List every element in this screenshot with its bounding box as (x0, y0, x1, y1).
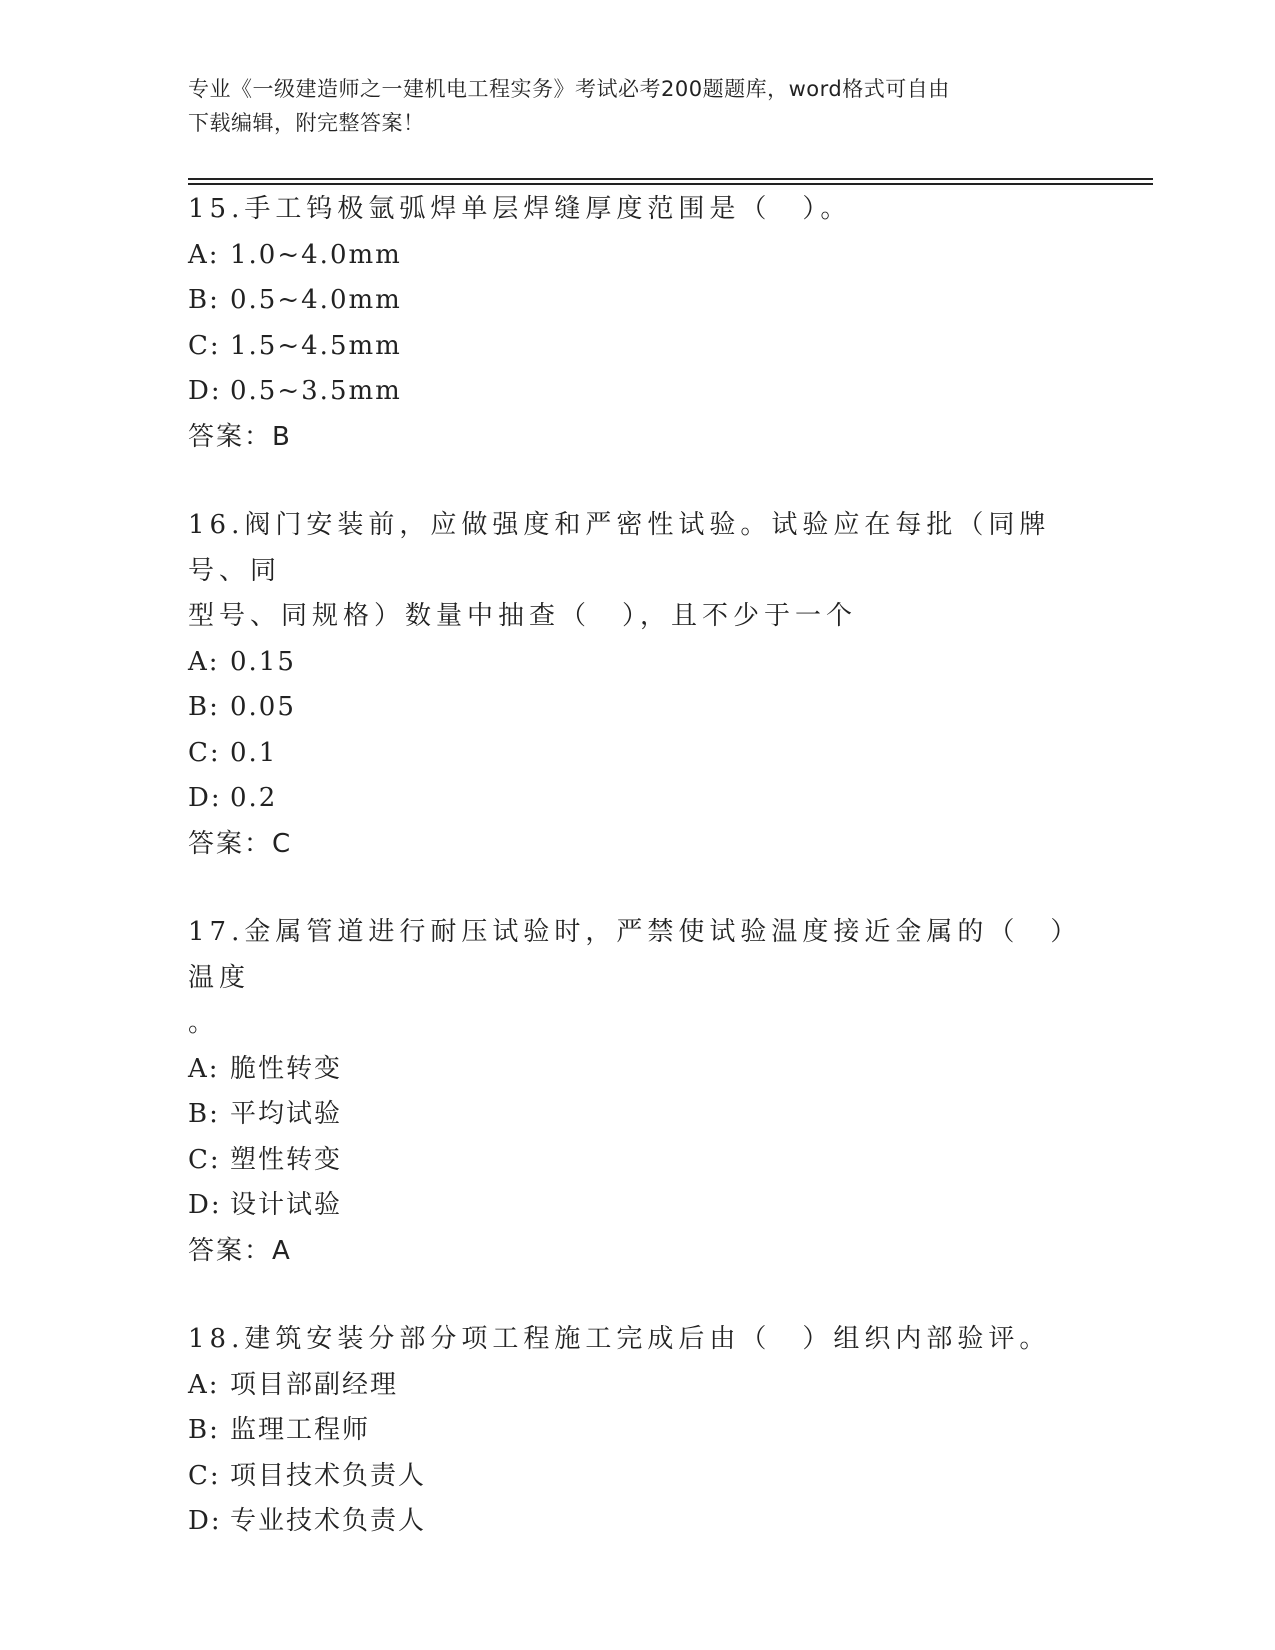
option-label: D: (188, 1506, 222, 1536)
option-a (188, 1363, 1088, 1409)
option-label: A: (188, 1369, 220, 1400)
option-text: 平均试验 (230, 1099, 343, 1129)
option-label: A: (188, 239, 220, 270)
option-text: 1.0~4.0mm (230, 239, 402, 270)
option-a (188, 233, 1088, 279)
option-d (188, 1499, 1088, 1545)
option-text: 项目部副经理 (230, 1369, 399, 1400)
option-label: D: (188, 783, 222, 813)
question-16 (188, 503, 1088, 867)
option-label: C: (188, 1144, 221, 1175)
question-text: 15.手工钨极氩弧焊单层焊缝厚度范围是（ ）。 (188, 194, 852, 224)
option-text: 0.15 (230, 646, 296, 677)
question-text-line-1: 16.阀门安装前，应做强度和严密性试验。试验应在每批（同牌号、同 (188, 510, 1051, 586)
option-c (188, 1138, 1088, 1184)
header-divider-bottom (188, 183, 1153, 185)
option-b (188, 1092, 1088, 1138)
option-label: D: (188, 376, 222, 406)
question-list (188, 187, 1088, 1588)
answer-text: 答案：C (188, 828, 293, 859)
answer-text: 答案：A (188, 1235, 292, 1266)
option-b (188, 1408, 1088, 1454)
option-label: A: (188, 1053, 220, 1084)
question-17 (188, 910, 1088, 1274)
option-text: 1.5~4.5mm (230, 330, 402, 361)
option-c (188, 1454, 1088, 1500)
option-b (188, 278, 1088, 324)
question-text: 18.建筑安装分部分项工程施工完成后由（ ）组织内部验评。 (188, 1324, 1051, 1354)
option-c (188, 731, 1088, 777)
header-line-2: 下载编辑，附完整答案！ (188, 111, 425, 135)
option-d (188, 776, 1088, 822)
option-text: 专业技术负责人 (230, 1506, 427, 1536)
option-d (188, 1183, 1088, 1229)
question-text-line-2: 型号、同规格）数量中抽查（ ），且不少于一个 (188, 601, 858, 631)
answer-text: 答案：B (188, 421, 292, 452)
option-label: B: (188, 1415, 220, 1445)
option-text: 0.5~4.0mm (230, 285, 402, 315)
option-label: C: (188, 1460, 221, 1491)
option-label: D: (188, 1190, 222, 1220)
option-text: 塑性转变 (230, 1144, 343, 1175)
question-18 (188, 1317, 1088, 1545)
option-text: 0.1 (230, 737, 278, 768)
option-text: 项目技术负责人 (230, 1460, 427, 1491)
option-text: 监理工程师 (230, 1415, 371, 1445)
question-15 (188, 187, 1088, 460)
option-b (188, 685, 1088, 731)
question-text-line-2: 。 (188, 1008, 220, 1038)
option-label: B: (188, 1099, 220, 1129)
option-a (188, 1047, 1088, 1093)
option-c (188, 324, 1088, 370)
option-a (188, 640, 1088, 686)
option-label: B: (188, 692, 220, 722)
option-text: 0.5~3.5mm (230, 376, 402, 406)
option-label: B: (188, 285, 220, 315)
option-label: A: (188, 646, 220, 677)
option-text: 设计试验 (230, 1190, 343, 1220)
question-text-line-1: 17.金属管道进行耐压试验时，严禁使试验温度接近金属的（ ）温度 (188, 917, 1082, 993)
option-text: 脆性转变 (230, 1053, 343, 1084)
option-text: 0.05 (230, 692, 296, 722)
option-d (188, 369, 1088, 415)
document-header (188, 72, 1088, 140)
option-label: C: (188, 737, 221, 768)
header-line-1: 专业《一级建造师之一建机电工程实务》考试必考200题题库，word格式可自由 (188, 77, 950, 101)
option-text: 0.2 (230, 783, 278, 813)
option-label: C: (188, 330, 221, 361)
header-divider-top (188, 178, 1153, 180)
